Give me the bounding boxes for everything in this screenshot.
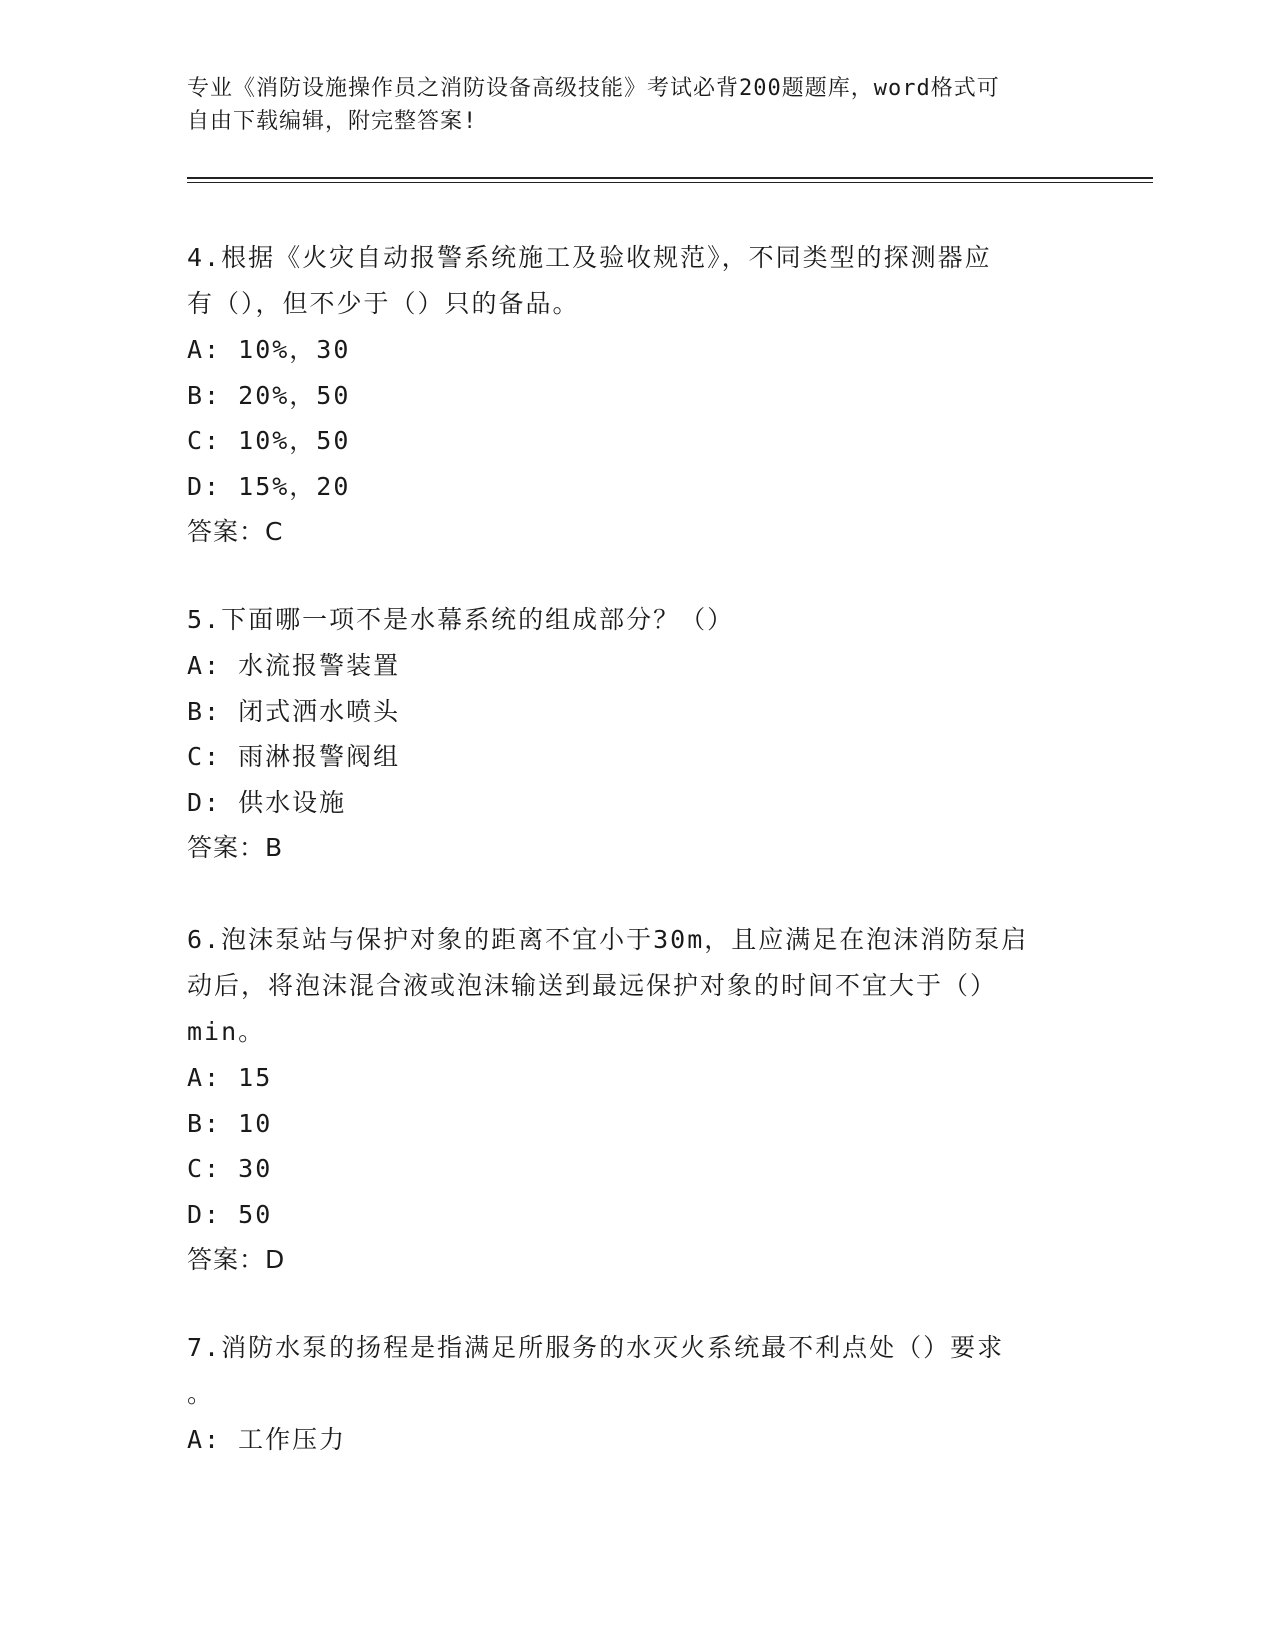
header-line-2: 自由下载编辑，附完整答案!	[187, 109, 478, 134]
option-b: B: 闭式洒水喷头	[187, 696, 401, 726]
option-a: A: 水流报警装置	[187, 651, 401, 680]
document-header	[187, 72, 1087, 138]
question-stem-line: 有（），但不少于（）只的备品。	[187, 289, 580, 318]
question-stem-line: 6.泡沫泵站与保护对象的距离不宜小于30m，且应满足在泡沫消防泵启	[187, 925, 1029, 954]
option-c: C: 10%，50	[187, 426, 351, 455]
question-5	[187, 597, 1087, 871]
answer-label: 答案：C	[187, 517, 284, 546]
option-b: B: 20%，50	[187, 380, 351, 410]
option-d: D: 供水设施	[187, 787, 347, 817]
header-divider-thin	[187, 182, 1153, 183]
option-d: D: 50	[187, 1199, 273, 1229]
question-stem-line: 。	[187, 1379, 215, 1408]
question-stem-line: 5.下面哪一项不是水幕系统的组成部分？（）	[187, 605, 735, 634]
question-stem-line: 4.根据《火灾自动报警系统施工及验收规范》，不同类型的探测器应	[187, 243, 992, 272]
question-4	[187, 235, 1087, 555]
option-a: A: 10%，30	[187, 335, 351, 364]
option-b: B: 10	[187, 1108, 273, 1138]
question-6	[187, 917, 1087, 1283]
header-divider-thick	[187, 177, 1153, 179]
option-c: C: 雨淋报警阀组	[187, 742, 401, 771]
question-stem-line: 动后，将泡沫混合液或泡沫输送到最远保护对象的时间不宜大于（）	[187, 971, 998, 1000]
header-line-1: 专业《消防设施操作员之消防设备高级技能》考试必背200题题库，word格式可	[187, 76, 1000, 101]
option-a: A: 15	[187, 1063, 273, 1092]
question-stem-line: 7.消防水泵的扬程是指满足所服务的水灭火系统最不利点处（）要求	[187, 1333, 1005, 1362]
option-d: D: 15%，20	[187, 471, 351, 501]
option-c: C: 30	[187, 1154, 273, 1183]
answer-label: 答案：B	[187, 833, 284, 862]
answer-label: 答案：D	[187, 1245, 286, 1274]
question-7	[187, 1325, 1087, 1463]
question-stem-line: min。	[187, 1017, 266, 1046]
option-a: A: 工作压力	[187, 1425, 347, 1454]
